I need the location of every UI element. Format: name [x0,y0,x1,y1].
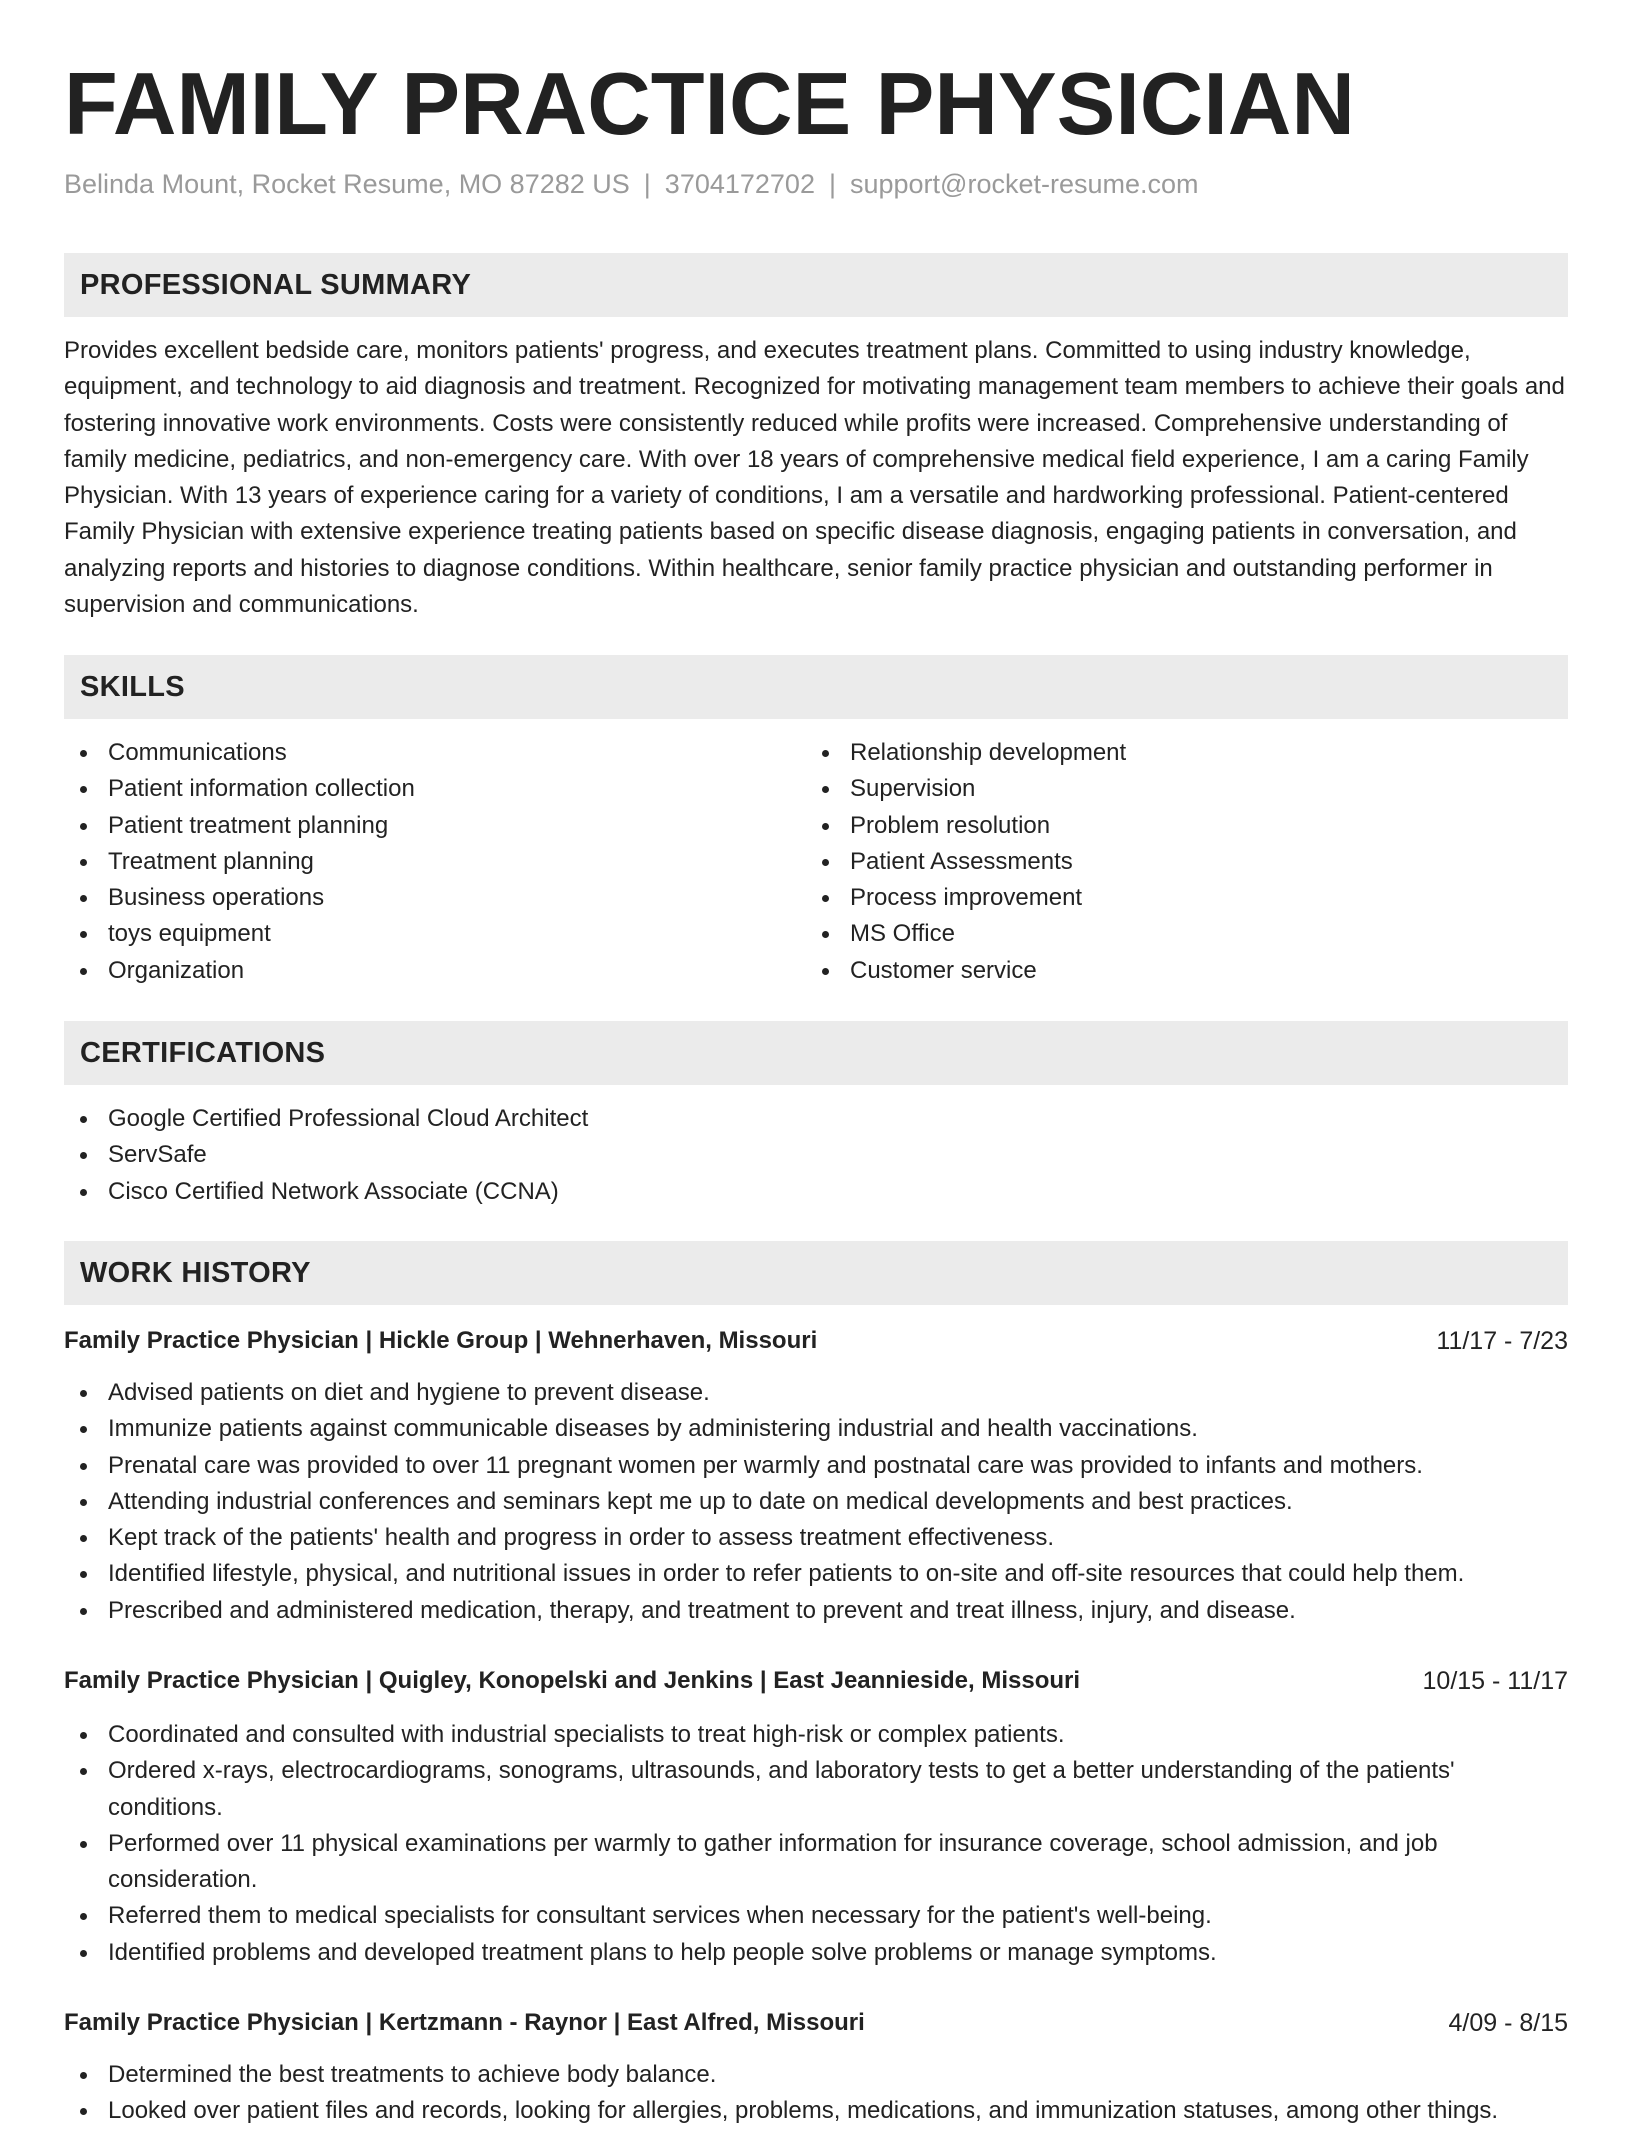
job-dates: 11/17 - 7/23 [1436,1327,1568,1355]
contact-separator: | [828,169,836,199]
skill-item: toys equipment [64,916,764,952]
skill-item: Problem resolution [806,808,1506,844]
contact-phone: 3704172702 [664,169,815,199]
job-dates: 4/09 - 8/15 [1448,2009,1568,2037]
job-bullet: Prenatal care was provided to over 11 pregnant women per warmly and postnatal care was provided to infants and mothers. [64,1448,1568,1484]
page-title: FAMILY PRACTICE PHYSICIAN [64,54,1355,153]
contact-line [64,164,1199,204]
job-bullet: Immunize patients against communicable diseases by administering industrial and health vaccinations. [64,1411,1568,1447]
skill-item: Supervision [806,771,1506,807]
skills-list-left [64,735,764,989]
summary-text: Provides excellent bedside care, monitors patients' progress, and executes treatment plans. Committed to using industry knowledge, equipment, and technology to aid diagnosis and treatment. Recognized for motivating management team members to achieve their goals and fostering innovative work environments. Costs were consistently reduced while profits were increased. Comprehensive understanding of family medicine, pediatrics, and non-emergency care. With over 18 years of comprehensive medical field experience, I am a caring Family Physician. With 13 years of experience caring for a variety of conditions, I am a versatile and hardworking professional. Patient-centered Family Physician with extensive experience treating patients based on specific disease diagnosis, engaging patients in conversation, and analyzing reports and histories to diagnose conditions. Within healthcare, senior family practice physician and outstanding performer in supervision and communications. [64,337,1565,619]
job-bullet: Identified lifestyle, physical, and nutritional issues in order to refer patients to on-site and off-site resources that could help them. [64,1556,1568,1592]
section-heading-work-history: WORK HISTORY [64,1241,1568,1305]
certification-item: ServSafe [64,1137,1568,1173]
job-header [64,1663,1568,1699]
skill-item: Treatment planning [64,844,764,880]
skill-item: Patient Assessments [806,844,1506,880]
job-header [64,1323,1568,1359]
skill-item: Communications [64,735,764,771]
job-bullet: Prescribed and administered medication, therapy, and treatment to prevent and treat illness, injury, and disease. [64,1593,1568,1629]
job-bullet: Kept track of the patients' health and progress in order to assess treatment effectiveness. [64,1520,1568,1556]
job-bullet: Advised patients on diet and hygiene to prevent disease. [64,1375,1568,1411]
job-bullets [64,1375,1568,1629]
section-heading-certifications: CERTIFICATIONS [64,1021,1568,1085]
skills-list-right [806,735,1506,989]
job-title: Family Practice Physician | Kertzmann - Raynor | East Alfred, Missouri [64,2009,865,2036]
job-bullet: Determined the best treatments to achieve body balance. [64,2057,1568,2093]
certification-item: Cisco Certified Network Associate (CCNA) [64,1174,1568,1210]
job-dates: 10/15 - 11/17 [1422,1667,1568,1695]
skill-item: MS Office [806,916,1506,952]
section-heading-summary: PROFESSIONAL SUMMARY [64,253,1568,317]
certifications-list [64,1101,1568,1210]
job-bullet: Referred them to medical specialists for consultant services when necessary for the patient's well-being. [64,1898,1568,1934]
skill-item: Organization [64,953,764,989]
job-bullet: Performed over 11 physical examinations per warmly to gather information for insurance coverage, school admission, and job consideration. [64,1826,1568,1899]
job-bullets [64,1717,1568,1971]
skill-item: Relationship development [806,735,1506,771]
certification-item: Google Certified Professional Cloud Architect [64,1101,1568,1137]
contact-address: Belinda Mount, Rocket Resume, MO 87282 US [64,169,630,199]
job-title: Family Practice Physician | Hickle Group | Wehnerhaven, Missouri [64,1327,818,1354]
skill-item: Business operations [64,880,764,916]
contact-separator: | [643,169,651,199]
job-bullet: Attending industrial conferences and seminars kept me up to date on medical developments and best practices. [64,1484,1568,1520]
job-bullet: Identified problems and developed treatment plans to help people solve problems or manage symptoms. [64,1935,1568,1971]
job-bullets [64,2057,1568,2130]
skill-item: Patient treatment planning [64,808,764,844]
job-title: Family Practice Physician | Quigley, Konopelski and Jenkins | East Jeannieside, Missouri [64,1667,1081,1694]
section-heading-skills: SKILLS [64,655,1568,719]
skill-item: Customer service [806,953,1506,989]
job-header [64,2005,1568,2041]
job-bullet: Looked over patient files and records, looking for allergies, problems, medications, and immunization statuses, among other things. [64,2093,1568,2129]
contact-email: support@rocket-resume.com [849,169,1199,199]
skill-item: Patient information collection [64,771,764,807]
job-bullet: Ordered x-rays, electrocardiograms, sonograms, ultrasounds, and laboratory tests to get a better understanding of the patients' conditions. [64,1753,1568,1826]
skill-item: Process improvement [806,880,1506,916]
job-bullet: Coordinated and consulted with industrial specialists to treat high-risk or complex patients. [64,1717,1568,1753]
